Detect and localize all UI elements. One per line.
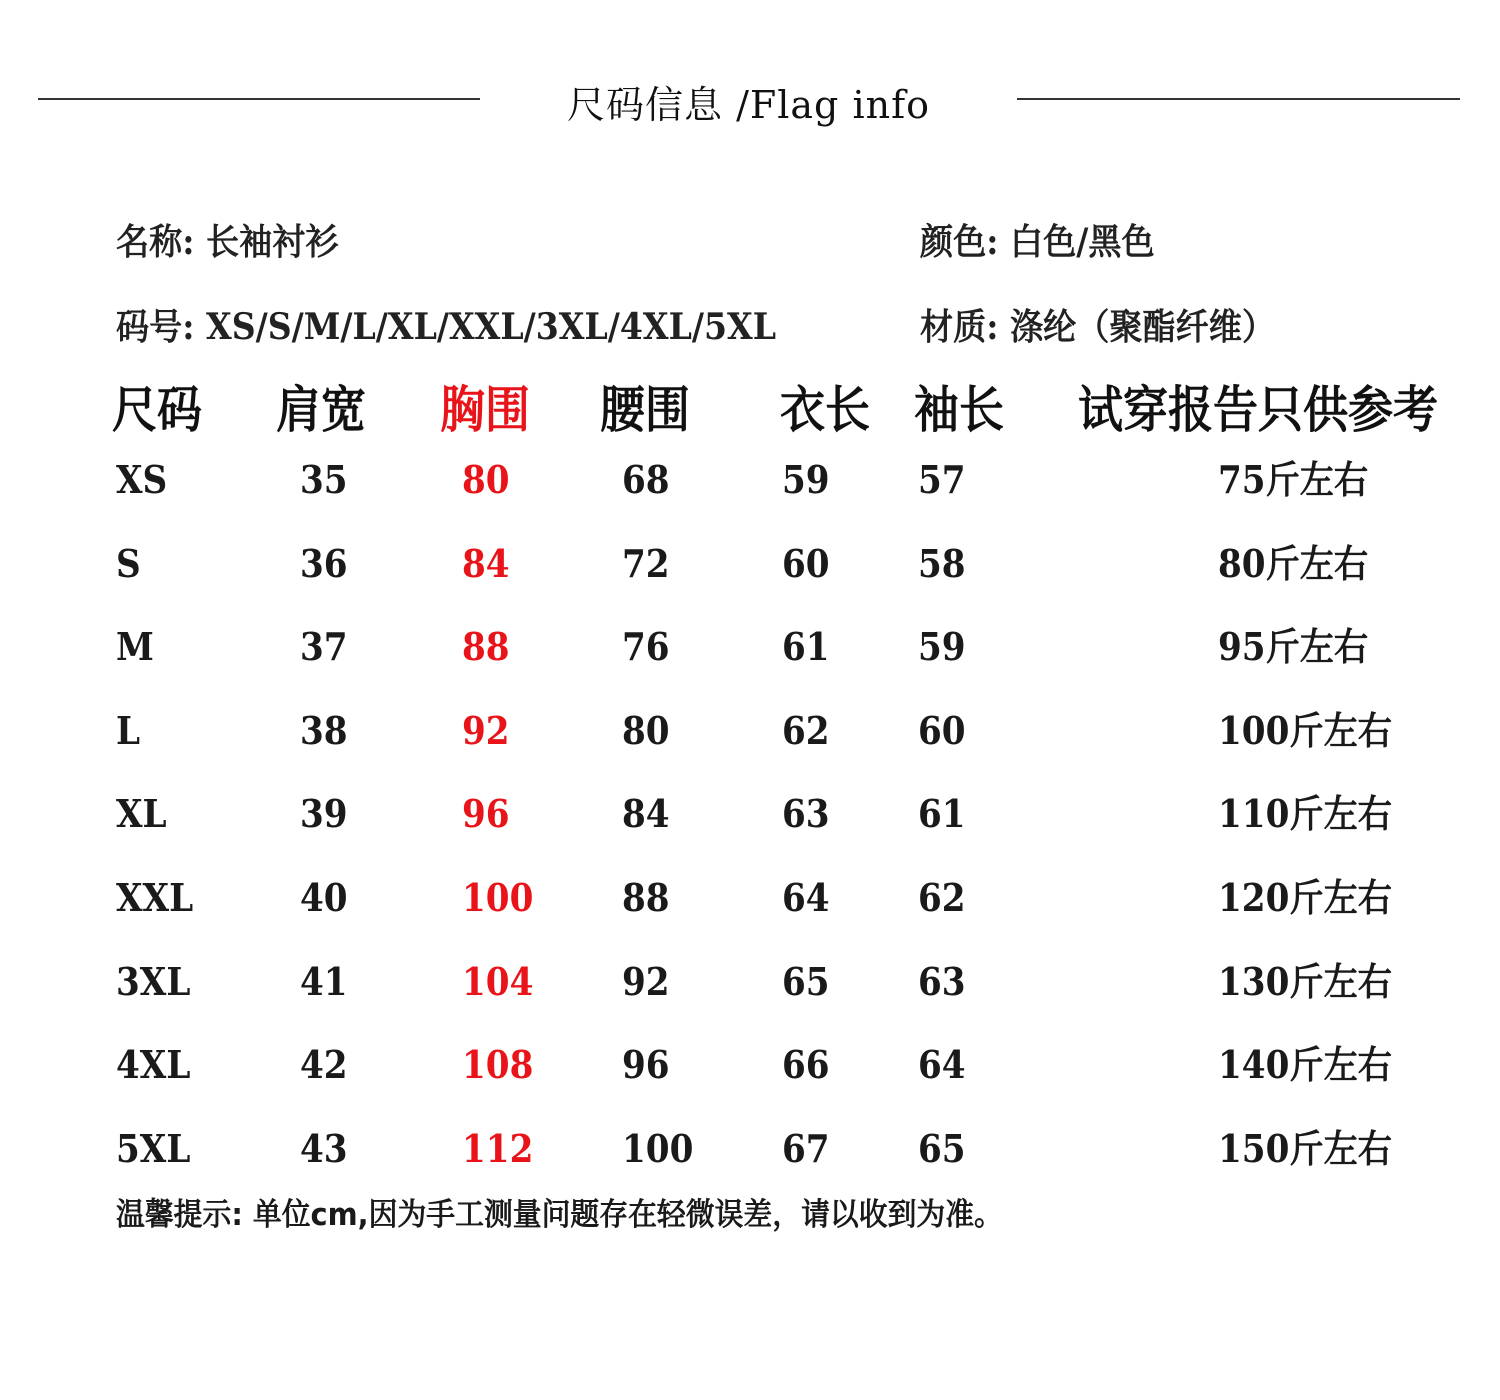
size-cell: XXL — [116, 875, 194, 920]
report-cell: 140斤左右 — [1218, 1042, 1392, 1088]
shoulder-cell: 37 — [300, 624, 348, 670]
report-cell: 120斤左右 — [1218, 875, 1392, 920]
chest-cell: 104 — [462, 958, 534, 1004]
sleeve-cell: 62 — [918, 875, 966, 920]
length-cell: 66 — [782, 1042, 830, 1088]
header-shoulder: 肩宽 — [276, 381, 366, 439]
sleeve-cell: 63 — [918, 958, 966, 1004]
header-size: 尺码 — [112, 381, 202, 439]
waist-cell: 96 — [622, 1042, 670, 1088]
header-sleeve: 袖长 — [914, 381, 1004, 439]
table-row — [0, 450, 1500, 510]
sleeve-cell: 64 — [918, 1042, 966, 1088]
size-cell: 3XL — [116, 958, 191, 1004]
size-cell: XL — [116, 791, 167, 837]
waist-cell: 76 — [622, 624, 670, 670]
report-cell: 95斤左右 — [1218, 624, 1369, 670]
waist-cell: 84 — [622, 791, 670, 837]
chest-cell: 80 — [462, 457, 510, 502]
report-cell: 75斤左右 — [1218, 457, 1369, 502]
shoulder-cell: 42 — [300, 1042, 348, 1088]
header-report: 试穿报告只供参考 — [1078, 381, 1438, 439]
length-cell: 59 — [782, 457, 830, 502]
waist-cell: 80 — [622, 707, 670, 753]
waist-cell: 92 — [622, 958, 670, 1004]
waist-cell: 68 — [622, 457, 670, 502]
report-cell: 80斤左右 — [1218, 540, 1369, 586]
page-title: 尺码信息 /Flag info — [566, 83, 931, 127]
length-cell: 65 — [782, 958, 830, 1004]
waist-cell: 88 — [622, 875, 670, 920]
shoulder-cell: 35 — [300, 457, 348, 502]
table-row — [0, 784, 1500, 844]
chest-cell: 92 — [462, 707, 510, 753]
length-cell: 62 — [782, 707, 830, 753]
table-row — [0, 1119, 1500, 1179]
length-cell: 64 — [782, 875, 830, 920]
section-header — [0, 70, 1500, 130]
sleeve-cell: 57 — [918, 457, 966, 502]
length-cell: 61 — [782, 624, 830, 670]
sleeve-cell: 59 — [918, 624, 966, 670]
header-rule-right — [1017, 98, 1460, 100]
report-cell: 110斤左右 — [1218, 791, 1392, 837]
report-cell: 150斤左右 — [1218, 1125, 1392, 1171]
product-color: 颜色: 白色/黑色 — [920, 221, 1155, 263]
shoulder-cell: 40 — [300, 875, 348, 920]
shoulder-cell: 41 — [300, 958, 348, 1004]
size-cell: M — [116, 624, 154, 670]
product-name: 名称: 长袖衬衫 — [116, 221, 339, 263]
header-length: 衣长 — [780, 381, 870, 439]
chest-cell: 112 — [462, 1125, 534, 1171]
table-row — [0, 952, 1500, 1012]
table-row — [0, 868, 1500, 928]
size-cell: L — [116, 707, 141, 753]
sleeve-cell: 61 — [918, 791, 966, 837]
waist-cell: 72 — [622, 540, 670, 586]
shoulder-cell: 36 — [300, 540, 348, 586]
footnote: 温馨提示: 单位cm,因为手工测量问题存在轻微误差，请以收到为准。 — [116, 1197, 1003, 1233]
waist-cell: 100 — [622, 1125, 694, 1171]
report-cell: 130斤左右 — [1218, 958, 1392, 1004]
chest-cell: 88 — [462, 624, 510, 670]
size-cell: 5XL — [116, 1125, 191, 1171]
length-cell: 63 — [782, 791, 830, 837]
chest-cell: 108 — [462, 1042, 534, 1088]
size-cell: 4XL — [116, 1042, 191, 1088]
header-rule-left — [38, 98, 480, 100]
sleeve-cell: 60 — [918, 707, 966, 753]
shoulder-cell: 39 — [300, 791, 348, 837]
table-row — [0, 534, 1500, 594]
chest-cell: 100 — [462, 875, 534, 920]
table-row — [0, 617, 1500, 677]
product-sizes: 码号: XS/S/M/L/XL/XXL/3XL/4XL/5XL — [116, 306, 777, 348]
size-cell: XS — [116, 457, 168, 502]
report-cell: 100斤左右 — [1218, 707, 1392, 753]
table-row — [0, 1035, 1500, 1095]
sleeve-cell: 65 — [918, 1125, 966, 1171]
length-cell: 67 — [782, 1125, 830, 1171]
shoulder-cell: 38 — [300, 707, 348, 753]
product-material: 材质: 涤纶（聚酯纤维） — [920, 306, 1275, 348]
shoulder-cell: 43 — [300, 1125, 348, 1171]
chest-cell: 96 — [462, 791, 510, 837]
table-row — [0, 701, 1500, 761]
size-cell: S — [116, 540, 141, 586]
chest-cell: 84 — [462, 540, 510, 586]
header-chest: 胸围 — [440, 381, 530, 439]
header-waist: 腰围 — [600, 381, 690, 439]
sleeve-cell: 58 — [918, 540, 966, 586]
length-cell: 60 — [782, 540, 830, 586]
